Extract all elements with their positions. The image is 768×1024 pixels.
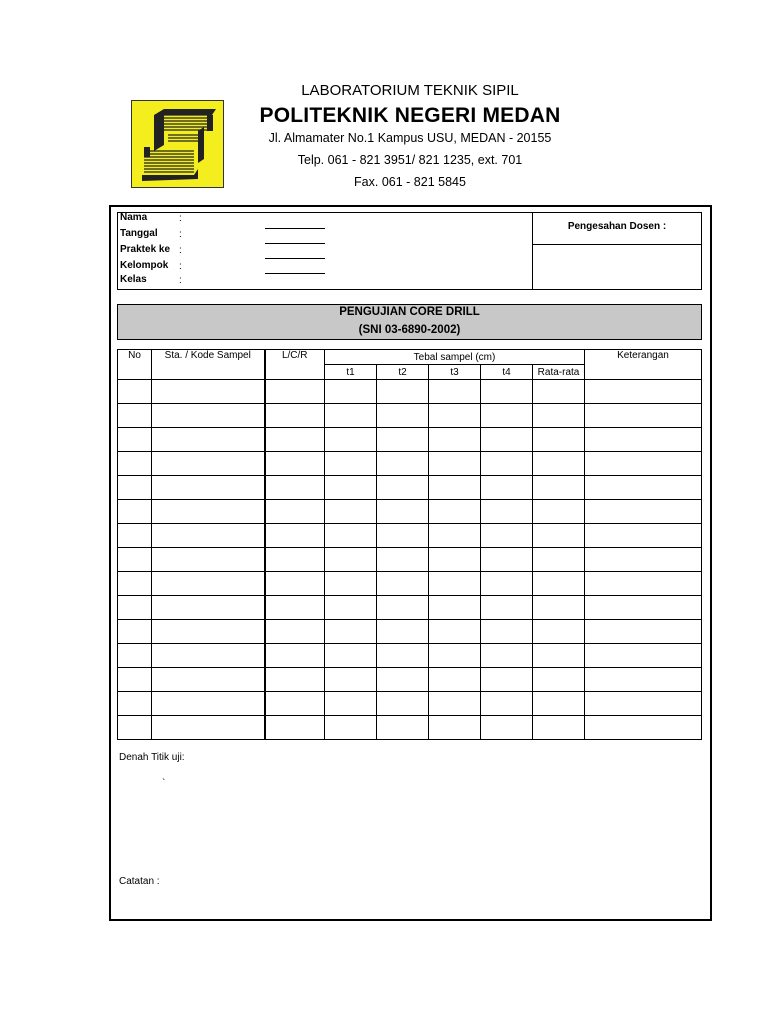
stray-mark: ` [162, 778, 166, 789]
table-cell[interactable] [585, 716, 702, 740]
table-cell[interactable] [429, 428, 481, 452]
table-cell[interactable] [325, 524, 377, 548]
table-cell[interactable] [325, 452, 377, 476]
table-cell[interactable] [429, 596, 481, 620]
table-cell[interactable] [377, 692, 429, 716]
table-row [118, 524, 702, 548]
table-row [118, 428, 702, 452]
table-row [118, 452, 702, 476]
table-cell[interactable] [118, 500, 152, 524]
table-cell[interactable] [533, 500, 585, 524]
table-cell[interactable] [325, 548, 377, 572]
form-standard: (SNI 03-6890-2002) [358, 324, 461, 336]
table-cell[interactable] [481, 692, 533, 716]
table-cell[interactable] [377, 500, 429, 524]
field-label-praktek: Praktek ke [120, 244, 171, 255]
table-cell[interactable] [585, 500, 702, 524]
table-cell[interactable] [152, 596, 265, 620]
table-cell[interactable] [118, 428, 152, 452]
table-cell[interactable] [585, 548, 702, 572]
table-row [118, 476, 702, 500]
fill-line [265, 273, 325, 274]
fill-line [265, 258, 325, 259]
table-cell[interactable] [533, 620, 585, 644]
table-cell[interactable] [118, 476, 152, 500]
header-t3: t3 [429, 365, 481, 380]
table-cell[interactable] [481, 524, 533, 548]
table-cell[interactable] [481, 596, 533, 620]
table-cell[interactable] [377, 668, 429, 692]
table-cell[interactable] [325, 428, 377, 452]
table-cell[interactable] [118, 572, 152, 596]
table-cell[interactable] [118, 620, 152, 644]
table-cell[interactable] [429, 644, 481, 668]
table-cell[interactable] [585, 404, 702, 428]
table-cell[interactable] [265, 404, 325, 428]
table-cell[interactable] [152, 668, 265, 692]
table-cell[interactable] [152, 524, 265, 548]
table-cell[interactable] [533, 404, 585, 428]
table-cell[interactable] [325, 572, 377, 596]
table-cell[interactable] [429, 524, 481, 548]
table-cell[interactable] [118, 596, 152, 620]
table-cell[interactable] [325, 404, 377, 428]
table-cell[interactable] [265, 596, 325, 620]
table-cell[interactable] [265, 500, 325, 524]
address: Jl. Almamater No.1 Kampus USU, MEDAN - 20155 [268, 131, 552, 145]
table-cell[interactable] [152, 644, 265, 668]
table-cell[interactable] [429, 548, 481, 572]
table-cell[interactable] [429, 476, 481, 500]
table-cell[interactable] [481, 548, 533, 572]
header-t4: t4 [481, 365, 533, 380]
table-cell[interactable] [152, 548, 265, 572]
table-cell[interactable] [429, 572, 481, 596]
table-cell[interactable] [152, 452, 265, 476]
table-cell[interactable] [325, 716, 377, 740]
institution-name: POLITEKNIK NEGERI MEDAN [259, 104, 561, 127]
table-cell[interactable] [585, 572, 702, 596]
table-cell[interactable] [533, 380, 585, 404]
table-cell[interactable] [152, 380, 265, 404]
table-cell[interactable] [481, 644, 533, 668]
form-title: PENGUJIAN CORE DRILL [339, 306, 480, 318]
table-cell[interactable] [377, 452, 429, 476]
table-cell[interactable] [377, 596, 429, 620]
table-cell[interactable] [377, 572, 429, 596]
table-cell[interactable] [533, 668, 585, 692]
table-cell[interactable] [429, 380, 481, 404]
table-cell[interactable] [118, 524, 152, 548]
table-row [118, 500, 702, 524]
table-cell[interactable] [481, 404, 533, 428]
table-cell[interactable] [585, 692, 702, 716]
header-keterangan: Keterangan [585, 350, 702, 380]
field-colon: : [179, 275, 182, 286]
table-row [118, 716, 702, 740]
header-t1: t1 [325, 365, 377, 380]
table-cell[interactable] [118, 404, 152, 428]
table-cell[interactable] [152, 572, 265, 596]
table-cell[interactable] [152, 428, 265, 452]
field-colon: : [179, 245, 182, 256]
logo-s-emblem [132, 101, 223, 187]
table-cell[interactable] [533, 596, 585, 620]
header-rata: Rata-rata [533, 365, 585, 380]
table-cell[interactable] [585, 428, 702, 452]
table-cell[interactable] [429, 404, 481, 428]
table-cell[interactable] [585, 380, 702, 404]
field-label-kelompok: Kelompok [120, 260, 169, 271]
header-t2: t2 [377, 365, 429, 380]
table-row [118, 572, 702, 596]
table-cell[interactable] [265, 572, 325, 596]
table-cell[interactable] [533, 428, 585, 452]
table-cell[interactable] [429, 500, 481, 524]
table-cell[interactable] [265, 716, 325, 740]
table-cell[interactable] [152, 404, 265, 428]
table-cell[interactable] [377, 404, 429, 428]
table-cell[interactable] [481, 452, 533, 476]
table-cell[interactable] [265, 452, 325, 476]
table-cell[interactable] [325, 620, 377, 644]
table-cell[interactable] [429, 716, 481, 740]
table-cell[interactable] [377, 380, 429, 404]
phone: Telp. 061 - 821 3951/ 821 1235, ext. 701 [297, 153, 523, 167]
table-cell[interactable] [118, 380, 152, 404]
table-cell[interactable] [118, 452, 152, 476]
table-cell[interactable] [325, 380, 377, 404]
table-cell[interactable] [325, 644, 377, 668]
table-row [118, 620, 702, 644]
header-tebal: Tebal sampel (cm) [325, 350, 585, 365]
table-cell[interactable] [533, 548, 585, 572]
table-cell[interactable] [152, 692, 265, 716]
fill-line [265, 243, 325, 244]
header-no: No [118, 350, 152, 380]
field-colon: : [179, 261, 182, 272]
table-cell[interactable] [481, 716, 533, 740]
table-cell[interactable] [533, 644, 585, 668]
table-cell[interactable] [152, 500, 265, 524]
fax: Fax. 061 - 821 5845 [354, 175, 466, 189]
table-cell[interactable] [585, 524, 702, 548]
table-cell[interactable] [152, 716, 265, 740]
table-cell[interactable] [481, 668, 533, 692]
table-cell[interactable] [377, 716, 429, 740]
denah-label: Denah Titik uji: [119, 752, 185, 763]
table-cell[interactable] [265, 524, 325, 548]
table-cell[interactable] [118, 716, 152, 740]
table-cell[interactable] [533, 716, 585, 740]
field-colon: : [179, 213, 182, 224]
table-row [118, 668, 702, 692]
table-cell[interactable] [118, 692, 152, 716]
field-colon: : [179, 229, 182, 240]
table-cell[interactable] [585, 476, 702, 500]
table-cell[interactable] [377, 548, 429, 572]
table-cell[interactable] [377, 476, 429, 500]
core-drill-table [117, 349, 702, 740]
catatan-label: Catatan : [119, 876, 160, 887]
table-cell[interactable] [533, 692, 585, 716]
table-cell[interactable] [481, 380, 533, 404]
institution-logo [131, 100, 224, 188]
table-cell[interactable] [118, 548, 152, 572]
table-cell[interactable] [265, 644, 325, 668]
table-cell[interactable] [429, 668, 481, 692]
approval-label: Pengesahan Dosen : [567, 221, 667, 232]
table-row [118, 596, 702, 620]
table-cell[interactable] [377, 524, 429, 548]
table-row [118, 548, 702, 572]
table-cell[interactable] [377, 644, 429, 668]
header-lcr: L/C/R [265, 350, 325, 380]
table-cell[interactable] [152, 620, 265, 644]
table-cell[interactable] [585, 668, 702, 692]
table-cell[interactable] [377, 620, 429, 644]
table-cell[interactable] [325, 668, 377, 692]
table-cell[interactable] [533, 476, 585, 500]
table-cell[interactable] [585, 452, 702, 476]
table-cell[interactable] [533, 572, 585, 596]
fill-line [265, 228, 325, 229]
table-row [118, 692, 702, 716]
table-cell[interactable] [533, 524, 585, 548]
table-cell[interactable] [533, 452, 585, 476]
table-cell[interactable] [325, 476, 377, 500]
table-cell[interactable] [325, 500, 377, 524]
table-cell[interactable] [265, 476, 325, 500]
table-cell[interactable] [265, 428, 325, 452]
table-cell[interactable] [585, 596, 702, 620]
table-cell[interactable] [429, 620, 481, 644]
table-cell[interactable] [585, 644, 702, 668]
table-cell[interactable] [585, 620, 702, 644]
lab-name: LABORATORIUM TEKNIK SIPIL [301, 82, 519, 99]
table-cell[interactable] [481, 428, 533, 452]
field-label-kelas: Kelas [120, 274, 147, 285]
table-cell[interactable] [429, 692, 481, 716]
table-cell[interactable] [429, 452, 481, 476]
table-cell[interactable] [265, 692, 325, 716]
table-cell[interactable] [377, 428, 429, 452]
table-cell[interactable] [152, 476, 265, 500]
table-row [118, 644, 702, 668]
table-row [118, 380, 702, 404]
header-sta: Sta. / Kode Sampel [152, 350, 265, 380]
table-cell[interactable] [265, 380, 325, 404]
field-label-tanggal: Tanggal [120, 228, 158, 239]
table-cell[interactable] [265, 620, 325, 644]
field-label-nama: Nama [120, 212, 148, 223]
table-cell[interactable] [481, 500, 533, 524]
table-cell[interactable] [481, 620, 533, 644]
approval-divider [532, 244, 702, 245]
table-body [118, 380, 702, 740]
table-cell[interactable] [118, 668, 152, 692]
table-row [118, 404, 702, 428]
table-cell[interactable] [265, 548, 325, 572]
table-cell[interactable] [118, 644, 152, 668]
table-cell[interactable] [325, 596, 377, 620]
table-cell[interactable] [481, 476, 533, 500]
table-cell[interactable] [325, 692, 377, 716]
table-cell[interactable] [265, 668, 325, 692]
table-cell[interactable] [481, 572, 533, 596]
